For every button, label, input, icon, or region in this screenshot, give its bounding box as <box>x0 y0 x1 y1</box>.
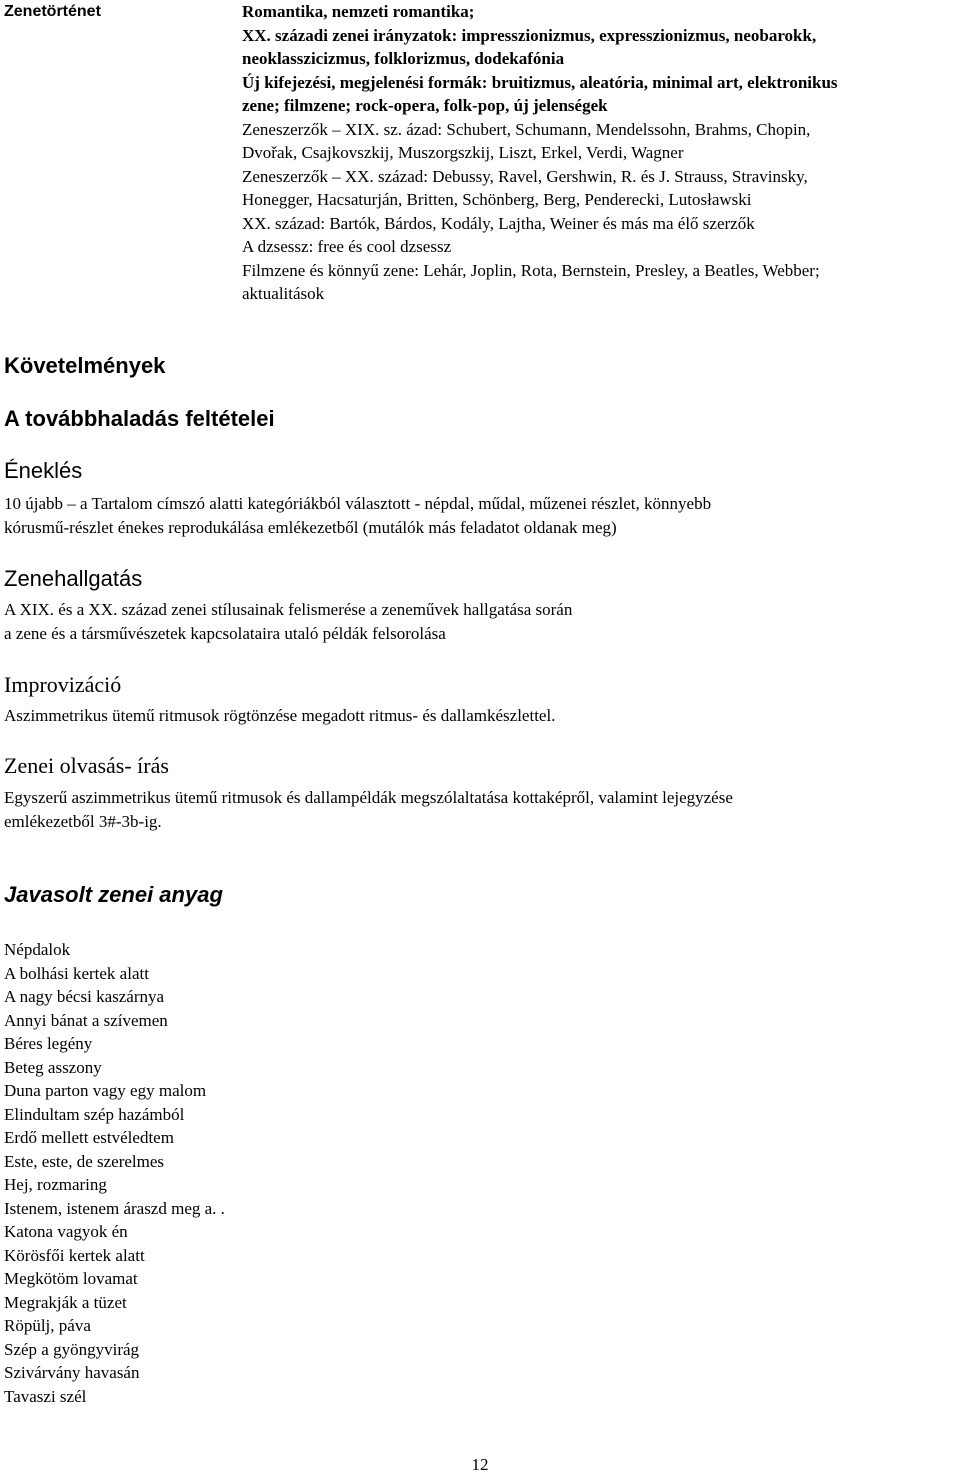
table-row-label: Zenetörténet <box>4 3 101 20</box>
content-line: XX. század: Bartók, Bárdos, Kodály, Lajtha, Weiner és más ma élő szerzők <box>242 213 755 233</box>
list-item: Este, este, de szerelmes <box>4 1151 165 1171</box>
list-item: Szép a gyöngyvirág <box>4 1339 140 1359</box>
content-line: A dzsessz: free és cool dzsessz <box>242 237 452 256</box>
paragraph-line: a zene és a társművészetek kapcsolataira utaló példák felsorolása <box>4 623 446 643</box>
requirements-heading: Követelmények <box>4 353 166 378</box>
list-item: Körösfői kertek alatt <box>4 1245 145 1265</box>
list-item: Erdő mellett estvéledtem <box>4 1128 174 1147</box>
list-item: Népdalok <box>4 940 71 959</box>
paragraph-line: Egyszerű aszimmetrikus ütemű ritmusok és dallampéldák megszólaltatása kottaképről, valamint lejegyzése <box>4 788 733 807</box>
list-item: Istenem, istenem áraszd meg a. . <box>4 1198 225 1218</box>
reading-writing-heading: Zenei olvasás- írás <box>4 753 169 778</box>
content-line: Filmzene és könnyű zene: Lehár, Joplin, Rota, Bernstein, Presley, a Beatles, Webber; <box>242 260 820 280</box>
content-line: Honegger, Hacsaturján, Britten, Schönberg, Berg, Penderecki, Lutosławski <box>242 190 752 209</box>
paragraph-line: emlékezetből 3#-3b-ig. <box>4 811 162 831</box>
content-line: Dvořak, Csajkovszkij, Muszorgszkij, Liszt, Erkel, Verdi, Wagner <box>242 143 684 162</box>
content-line: zene; filmzene; rock-opera, folk-pop, új jelenségek <box>242 96 608 115</box>
table-row-content <box>242 0 956 306</box>
reading-writing-text <box>4 786 733 833</box>
list-item: Katona vagyok én <box>4 1222 128 1241</box>
list-item: Megkötöm lovamat <box>4 1269 138 1288</box>
singing-heading: Éneklés <box>4 458 83 483</box>
list-item: Béres legény <box>4 1034 93 1053</box>
song-list <box>4 938 225 1408</box>
page-number: 12 <box>471 1455 489 1474</box>
improvisation-text <box>4 704 555 728</box>
paragraph-line: 10 újabb – a Tartalom címszó alatti kategóriákból választott - népdal, műdal, műzenei részlet, könnyebb <box>4 494 712 513</box>
paragraph-line: Aszimmetrikus ütemű ritmusok rögtönzése megadott ritmus- és dallamkészlettel. <box>4 706 556 725</box>
requirements-subheading: A továbbhaladás feltételei <box>4 406 275 431</box>
list-item: A bolhási kertek alatt <box>4 963 149 983</box>
content-line: Romantika, nemzeti romantika; <box>242 2 475 21</box>
list-item: Hej, rozmaring <box>4 1175 107 1194</box>
suggested-material-heading: Javasolt zenei anyag <box>4 882 223 907</box>
content-line: neoklasszicizmus, folklorizmus, dodekafónia <box>242 49 565 68</box>
content-line: Új kifejezési, megjelenési formák: bruitizmus, aleatória, minimal art, elektronikus <box>242 72 838 92</box>
improvisation-heading: Improvizáció <box>4 672 122 697</box>
content-line: aktualitások <box>242 284 325 303</box>
list-item: Beteg asszony <box>4 1057 102 1077</box>
list-item: Elindultam szép hazámból <box>4 1104 185 1124</box>
list-item: Tavaszi szél <box>4 1386 87 1406</box>
content-line: Zeneszerzők – XIX. sz. ázad: Schubert, Schumann, Mendelssohn, Brahms, Chopin, <box>242 119 811 139</box>
listening-text <box>4 598 572 645</box>
list-item: Megrakják a tüzet <box>4 1292 127 1312</box>
listening-heading: Zenehallgatás <box>4 566 143 591</box>
paragraph-line: kórusmű-részlet énekes reprodukálása emlékezetből (mutálók más feladatot oldanak meg) <box>4 517 617 537</box>
paragraph-line: A XIX. és a XX. század zenei stílusainak felismerése a zeneművek hallgatása során <box>4 600 573 619</box>
content-line: Zeneszerzők – XX. század: Debussy, Ravel, Gershwin, R. és J. Strauss, Stravinsky, <box>242 166 808 186</box>
list-item: A nagy bécsi kaszárnya <box>4 987 165 1006</box>
singing-text <box>4 492 711 539</box>
content-line: XX. századi zenei irányzatok: impresszionizmus, expresszionizmus, neobarokk, <box>242 25 817 45</box>
list-item: Annyi bánat a szívemen <box>4 1010 168 1030</box>
list-item: Szivárvány havasán <box>4 1363 140 1382</box>
list-item: Röpülj, páva <box>4 1316 91 1335</box>
list-item: Duna parton vagy egy malom <box>4 1081 207 1100</box>
